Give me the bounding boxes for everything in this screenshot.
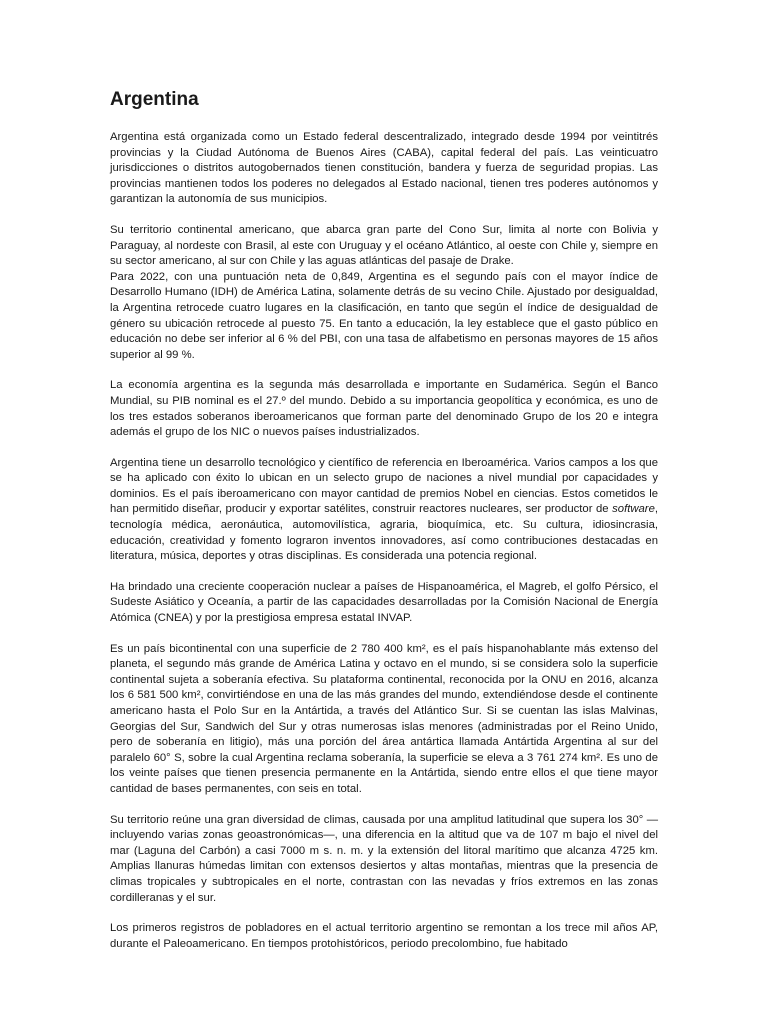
paragraph-history: Los primeros registros de pobladores en el actual territorio argentino se remontan a los trece mil años AP, durante el Paleoamericano. En tiempos protohistóricos, periodo precolombino, fue habitado: [110, 922, 658, 950]
technology-text-start: Argentina tiene un desarrollo tecnológico y científico de referencia en Iberoamérica. Varios campos a los que se ha aplicado con éxito lo ubican en un selecto grupo de naciones a nivel mundial por capacidades y dominios. Es el país iberoamericano con mayor cantidad de premios Nobel en ciencias. Estos cometidos le han permitido diseñar, producir y exportar satélites, construir reactores nucleares, ser productor de: [110, 456, 658, 516]
paragraph-organization: Argentina está organizada como un Estado federal descentralizado, integrado desde 1994 por veintitrés provincias y la Ciudad Autónoma de Buenos Aires (CABA), capital federal del país. Las veinticuatro jurisdicciones o distritos autogobernados tienen constitución, bandera y fuerza de seguridad propias. Las provincias mantienen todos los poderes no delegados al Estado nacional, tienen tres poderes autónomos y garantizan la autonomía de sus municipios.: [110, 131, 658, 206]
paragraph-technology: [110, 456, 658, 565]
paragraph-climate: Su territorio reúne una gran diversidad de climas, causada por una amplitud latitudinal que supera los 30° —incluyendo varias zonas geoastronómicas—, una diferencia en la altitud que va de 107 m bajo el nivel del mar (Laguna del Carbón) a casi 7000 m s. n. m. y la extensión del litoral marítimo que alcanza 4725 km. Amplias llanuras húmedas limitan con extensos desiertos y altas montañas, mientras que la presencia de climas tropicales y subtropicales en el norte, contrastan con las nevadas y fríos extremos en las zonas cordilleranas y el sur.: [110, 813, 658, 904]
paragraph-nuclear-cooperation: Ha brindado una creciente cooperación nuclear a países de Hispanoamérica, el Magreb, el golfo Pérsico, el Sudeste Asiático y Oceanía, a partir de las capacidades desarrolladas por la Comisión Nacional de Energía Atómica (CNEA) y por la prestigiosa empresa estatal INVAP.: [110, 580, 658, 625]
paragraph-development: Para 2022, con una puntuación neta de 0,849, Argentina es el segundo país con el mayor índice de Desarrollo Humano (IDH) de América Latina, solamente detrás de su vecino Chile. Ajustado por desigualdad, la Argentina retrocede cuatro lugares en la clasificación, en tanto que según el índice de desigualdad de género su ubicación retrocede al puesto 75. En tanto a educación, la ley establece que el gasto público en educación no debe ser inferior al 6 % del PBI, con una tasa de alfabetismo en personas mayores de 15 años superior al 99 %.: [110, 270, 658, 361]
document-page: [110, 88, 658, 967]
paragraph-economy: La economía argentina es la segunda más desarrollada e importante en Sudamérica. Según el Banco Mundial, su PIB nominal es el 27.º del mundo. Debido a su importancia geopolítica y económica, es uno de los tres estados soberanos iberoamericanos que forman parte del denominado Grupo de los 20 e integra además el grupo de los NIC o nuevos países industrializados.: [110, 379, 658, 439]
technology-text-italic: software: [612, 503, 655, 516]
technology-text-end: , tecnología médica, aeronáutica, automovilística, agraria, bioquímica, etc. Su cultura, idiosincrasia, educación, creatividad y fomento lograron inventos innovadores, así como contribuciones destacadas en literatura, música, deportes y otras disciplinas. Es considerada una potencia regional.: [110, 503, 658, 563]
paragraph-borders: Su territorio continental americano, que abarca gran parte del Cono Sur, limita al norte con Bolivia y Paraguay, al nordeste con Brasil, al este con Uruguay y el océano Atlántico, al oeste con Chile y, siempre en su sector americano, al sur con Chile y las aguas atlánticas del pasaje de Drake.: [110, 223, 658, 268]
document-title: Argentina: [110, 89, 199, 110]
paragraph-territory: Es un país bicontinental con una superficie de 2 780 400 km², es el país hispanohablante más extenso del planeta, el segundo más grande de América Latina y octavo en el mundo, si se considera solo la superficie continental sujeta a soberanía efectiva. Su plataforma continental, reconocida por la ONU en 2016, alcanza los 6 581 500 km², convirtiéndose en una de las más grandes del mundo, extendiéndose desde el continente americano hasta el Polo Sur en la Antártida, a través del Atlántico Sur. Si se cuentan las islas Malvinas, Georgias del Sur, Sandwich del Sur y otras numerosas islas menores (administradas por el Reino Unido, pero de soberanía en litigio), más una porción del área antártica llamada Antártida Argentina al sur del paralelo 60° S, sobre la cual Argentina reclama soberanía, la superficie se eleva a 3 761 274 km². Es uno de los veinte países que tienen presencia permanente en la Antártida, siendo entre ellos el que tiene mayor cantidad de bases permanentes, con seis en total.: [110, 642, 658, 795]
